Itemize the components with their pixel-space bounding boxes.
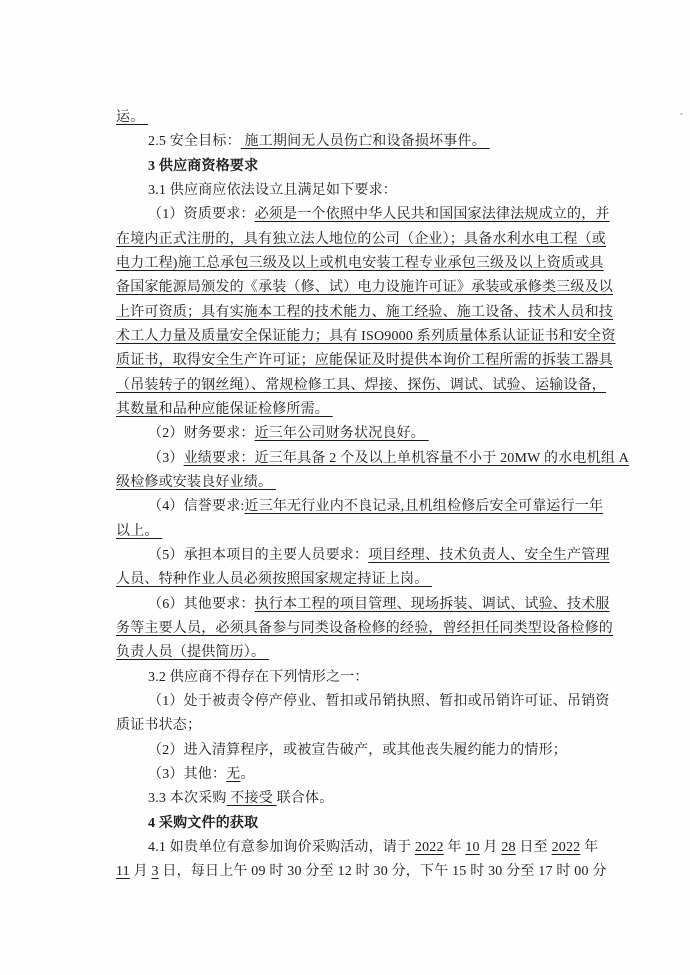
document-line bbox=[116, 228, 606, 252]
text-segment: 月 bbox=[479, 839, 502, 855]
underlined-text-segment: 近三年无行业内不良记录,且机组检修后安全可靠运行一年 bbox=[244, 499, 604, 515]
document-line bbox=[116, 155, 590, 179]
underlined-text-segment: 10 bbox=[465, 839, 480, 855]
text-segment: （1）处于被责令停产停业、暂扣或吊销执照、暂扣或吊销许可证、吊销资 bbox=[148, 693, 610, 709]
text-segment: （2）财务要求： bbox=[148, 426, 255, 442]
document-line bbox=[116, 276, 613, 300]
text-segment: 月 bbox=[129, 864, 152, 880]
underlined-text-segment: 上许可资质；具有实施本工程的技术能力、施工经验、施工设备、技术人员和技 bbox=[116, 304, 613, 320]
document-line bbox=[116, 617, 613, 641]
underlined-text-segment: 运。 bbox=[116, 110, 149, 125]
underlined-text-segment: 以上。 bbox=[116, 523, 163, 539]
document-line bbox=[116, 666, 590, 690]
document-line bbox=[116, 130, 590, 154]
text-segment: 3.3 本次采购 bbox=[148, 791, 227, 807]
underlined-text-segment: 备国家能源局颁发的《承装（修、试）电力设施许可证》承装或承修类三级及以 bbox=[116, 280, 613, 296]
text-segment: 4 采购文件的获取 bbox=[148, 815, 259, 831]
underlined-text-segment: 执行本工程的项目管理、现场拆装、调试、试验、技术服 bbox=[254, 596, 610, 612]
document-line bbox=[116, 544, 610, 568]
document-line bbox=[116, 641, 590, 665]
document-text-block bbox=[116, 106, 630, 885]
text-segment: （6）其他要求： bbox=[148, 596, 255, 612]
document-line bbox=[116, 714, 590, 738]
underlined-text-segment: 2022 bbox=[414, 839, 444, 855]
document-line bbox=[116, 301, 613, 325]
text-segment: 日至 bbox=[515, 839, 552, 855]
document-line bbox=[116, 812, 590, 836]
document-line bbox=[116, 398, 590, 422]
text-segment: 日，每日上午 09 时 30 分至 12 时 30 分，下午 15 时 30 分至 17 时 00 分 bbox=[158, 864, 607, 880]
document-line bbox=[116, 252, 604, 276]
underlined-text-segment: 28 bbox=[501, 839, 516, 855]
underlined-text-segment: 3 bbox=[151, 864, 159, 880]
document-line bbox=[116, 787, 590, 811]
underlined-text-segment: 2022 bbox=[551, 839, 581, 855]
text-segment: 年 bbox=[443, 839, 466, 855]
underlined-text-segment: 务等主要人员，必须具备参与同类设备检修的经验，曾经担任同类型设备检修的 bbox=[116, 620, 613, 636]
underlined-text-segment: 级检修或安装良好业绩。 bbox=[116, 474, 276, 490]
document-line bbox=[116, 860, 607, 884]
document-line bbox=[116, 593, 610, 617]
document-line bbox=[116, 471, 590, 495]
document-line bbox=[116, 739, 590, 763]
document-line bbox=[116, 179, 590, 203]
underlined-text-segment: （吊装转子的钢丝绳）、常规检修工具、焊接、探伤、调试、试验、运输设备， bbox=[116, 377, 606, 393]
underlined-text-segment: 负责人员（提供简历）。 bbox=[116, 645, 269, 661]
document-line bbox=[116, 763, 590, 787]
text-segment: （5）承担本项目的主要人员要求： bbox=[148, 547, 369, 563]
scan-speck bbox=[680, 113, 683, 115]
underlined-text-segment: 质证书，取得安全生产许可证；应能保证及时提供本询价工程所需的拆装工器具 bbox=[116, 353, 613, 369]
text-segment: （3） bbox=[148, 450, 184, 466]
underlined-text-segment: 施工期间无人员伤亡和设备损坏事件。 bbox=[240, 134, 490, 150]
underlined-text-segment: 在境内正式注册的，具有独立法人地位的公司（企业）；具备水利水电工程（或 bbox=[116, 231, 606, 247]
text-segment: （3）其他： bbox=[148, 766, 227, 782]
text-segment: 4.1 如贵单位有意参加询价采购活动，请于 bbox=[148, 839, 415, 855]
document-line bbox=[116, 203, 610, 227]
text-segment: 质证书状态； bbox=[116, 718, 202, 734]
underlined-text-segment: 不接受 bbox=[226, 791, 277, 807]
underlined-text-segment: 电力工程)施工总承包三级及以上或机电安装工程专业承包三级及以上资质或具 bbox=[116, 255, 604, 271]
text-segment: 。 bbox=[240, 766, 255, 782]
underlined-text-segment: 近三年公司财务状况良好。 bbox=[254, 426, 429, 442]
document-line bbox=[116, 495, 604, 519]
document-line bbox=[116, 836, 599, 860]
underlined-text-segment: 术工人力量及质量安全保证能力；具有 ISO9000 系列质量体系认证证书和安全资 bbox=[116, 328, 616, 344]
text-segment: （2）进入清算程序，或被宣告破产，或其他丧失履约能力的情形； bbox=[148, 742, 567, 758]
underlined-text-segment: 必须是一个依照中华人民共和国国家法律法规成立的，并 bbox=[254, 207, 610, 223]
underlined-text-segment: 无 bbox=[226, 766, 241, 782]
document-line bbox=[116, 690, 610, 714]
document-line bbox=[116, 568, 590, 592]
text-segment: 联合体。 bbox=[276, 791, 334, 807]
document-line bbox=[116, 374, 606, 398]
underlined-text-segment: 其数量和品种应能保证检修所需。 bbox=[116, 401, 333, 417]
text-segment: 3.1 供应商应依法设立且满足如下要求： bbox=[148, 182, 397, 198]
text-segment: 3.2 供应商不得存在下列情形之一： bbox=[148, 669, 369, 685]
document-line bbox=[116, 520, 590, 544]
text-segment: 年 bbox=[580, 839, 599, 855]
underlined-text-segment: 业绩要求：近三年具备 2 个及以上单机容量不小于 20MW 的水电机组 A bbox=[183, 450, 630, 466]
document-line bbox=[116, 349, 613, 373]
text-segment: 2.5 安全目标： bbox=[148, 134, 241, 150]
underlined-text-segment: 11 bbox=[116, 864, 130, 880]
text-segment: （1）资质要求： bbox=[148, 207, 255, 223]
document-line bbox=[116, 447, 630, 471]
underlined-text-segment: 人员、特种作业人员必须按照国家规定持证上岗。 bbox=[116, 572, 433, 588]
text-segment: 3 供应商资格要求 bbox=[148, 158, 259, 174]
document-line bbox=[116, 106, 590, 130]
text-segment: （4）信誉要求: bbox=[148, 499, 245, 515]
document-line bbox=[116, 325, 616, 349]
document-line bbox=[116, 422, 590, 446]
underlined-text-segment: 项目经理、技术负责人、安全生产管理 bbox=[368, 547, 610, 563]
